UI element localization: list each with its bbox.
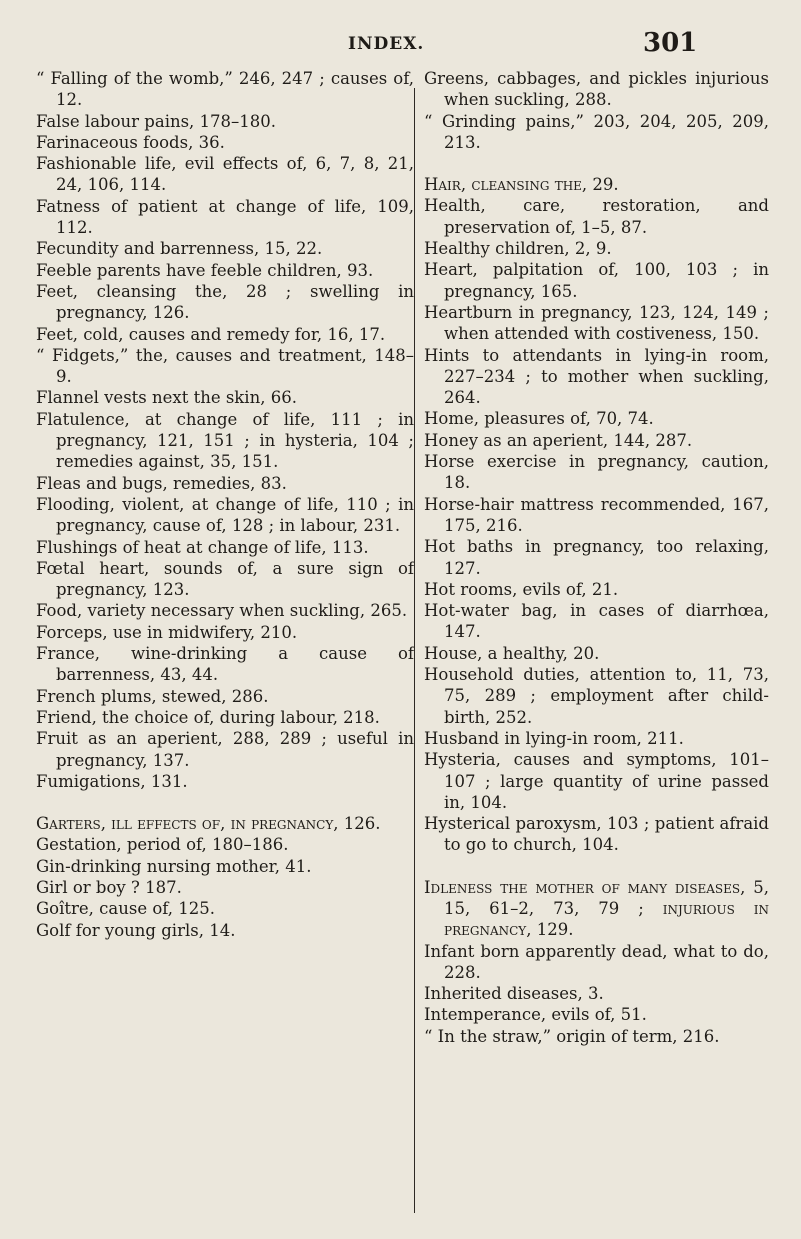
index-entry: Flannel vests next the skin, 66. — [36, 388, 297, 408]
index-entry: Gin-drinking nursing mother, 41. — [36, 856, 312, 876]
index-entry: Fruit as an aperient, 288, 289 ; useful in pregnancy, 137. — [36, 729, 414, 770]
index-entry: Feet, cleansing the, 28 ; swelling in pregnancy, 126. — [36, 281, 414, 323]
column-divider — [414, 88, 415, 1213]
index-entry: Fecundity and barrenness, 15, 22. — [36, 239, 323, 259]
index-entry: “ Grinding pains,” 203, 204, 205, 209, 213. — [424, 111, 769, 152]
index-entry: Greens, cabbages, and pickles injurious when suckling, 288. — [424, 69, 769, 110]
index-entry-section-start: Garters, ill effects of, in pregnancy, 126. — [36, 814, 381, 834]
index-entry: Fumigations, 131. — [36, 771, 188, 791]
index-entry: Hot baths in pregnancy, too relaxing, 127. — [424, 537, 769, 578]
index-entry: “ Fidgets,” the, causes and treatment, 148–9. — [36, 345, 414, 387]
index-entry: Heartburn in pregnancy, 123, 124, 149 ; when attended with costiveness, 150. — [424, 302, 769, 344]
index-entry: Horse exercise in pregnancy, caution, 18. — [424, 452, 769, 493]
index-entry: Flushings of heat at change of life, 113. — [36, 537, 369, 557]
index-entry: Hot-water bag, in cases of diarrhœa, 147. — [424, 601, 769, 642]
index-entry: Farinaceous foods, 36. — [36, 132, 225, 152]
index-entry-section-start: Idleness the mother of many diseases, 5, 15, 61–2, 73, 79 ; injurious in pregnancy, 129. — [424, 877, 769, 940]
index-entry: Gestation, period of, 180–186. — [36, 835, 289, 855]
index-entry: French plums, stewed, 286. — [36, 686, 269, 706]
index-entry: Food, variety necessary when suckling, 265. — [36, 601, 408, 621]
index-entry: False labour pains, 178–180. — [36, 111, 277, 131]
index-entry: Health, care, restoration, and preservation of, 1–5, 87. — [424, 196, 769, 237]
index-entry: France, wine-drinking a cause of barrenness, 43, 44. — [36, 644, 414, 685]
index-entry: Fœtal heart, sounds of, a sure sign of pregnancy, 123. — [36, 558, 414, 600]
index-entry: Girl or boy ? 187. — [36, 877, 182, 897]
index-column-right — [424, 68, 769, 1047]
page-number: 301 — [643, 28, 698, 58]
index-column-left — [36, 68, 414, 941]
running-head: INDEX. — [348, 34, 425, 54]
index-entry: Fatness of patient at change of life, 109, 112. — [36, 196, 414, 238]
index-entry: Fashionable life, evil effects of, 6, 7, 8, 21, 24, 106, 114. — [36, 154, 414, 195]
index-entry: Hints to attendants in lying-in room, 227–234 ; to mother when suckling, 264. — [424, 345, 769, 408]
index-entry: “ Falling of the womb,” 246, 247 ; causes of, 12. — [36, 69, 414, 110]
index-entry: House, a healthy, 20. — [424, 643, 600, 663]
index-entry-section-start: Hair, cleansing the, 29. — [424, 175, 619, 195]
index-entry: Honey as an aperient, 144, 287. — [424, 430, 693, 450]
index-entry: Hysteria, causes and symptoms, 101–107 ; large quantity of urine passed in, 104. — [424, 750, 769, 812]
page-header — [0, 22, 801, 62]
index-entry: Goître, cause of, 125. — [36, 899, 216, 919]
index-entry: Forceps, use in midwifery, 210. — [36, 622, 298, 642]
index-entry: Feeble parents have feeble children, 93. — [36, 260, 374, 280]
index-entry: Feet, cold, causes and remedy for, 16, 17. — [36, 324, 386, 344]
index-entry: Home, pleasures of, 70, 74. — [424, 409, 654, 429]
index-entry: Fleas and bugs, remedies, 83. — [36, 473, 287, 493]
index-entry: Inherited diseases, 3. — [424, 984, 604, 1004]
index-entry: Infant born apparently dead, what to do, 228. — [424, 941, 769, 982]
index-entry: Heart, palpitation of, 100, 103 ; in pregnancy, 165. — [424, 260, 769, 301]
index-entry: Flooding, violent, at change of life, 110 ; in pregnancy, cause of, 128 ; in labour, 231. — [36, 494, 414, 536]
index-entry: Healthy children, 2, 9. — [424, 239, 612, 259]
index-entry: Hot rooms, evils of, 21. — [424, 579, 619, 599]
index-entry: Golf for young girls, 14. — [36, 920, 236, 940]
index-entry: Intemperance, evils of, 51. — [424, 1005, 647, 1025]
index-entry: Household duties, attention to, 11, 73, 75, 289 ; employment after child-birth, 252. — [424, 665, 769, 727]
index-entry: Horse-hair mattress recommended, 167, 175, 216. — [424, 494, 769, 535]
index-entry: “ In the straw,” origin of term, 216. — [424, 1026, 720, 1046]
index-entry: Husband in lying-in room, 211. — [424, 728, 684, 748]
index-entry: Friend, the choice of, during labour, 218. — [36, 707, 380, 727]
index-entry: Flatulence, at change of life, 111 ; in pregnancy, 121, 151 ; in hysteria, 104 ; remedies against, 35, 151. — [36, 409, 414, 472]
index-entry: Hysterical paroxysm, 103 ; patient afraid to go to church, 104. — [424, 814, 769, 855]
